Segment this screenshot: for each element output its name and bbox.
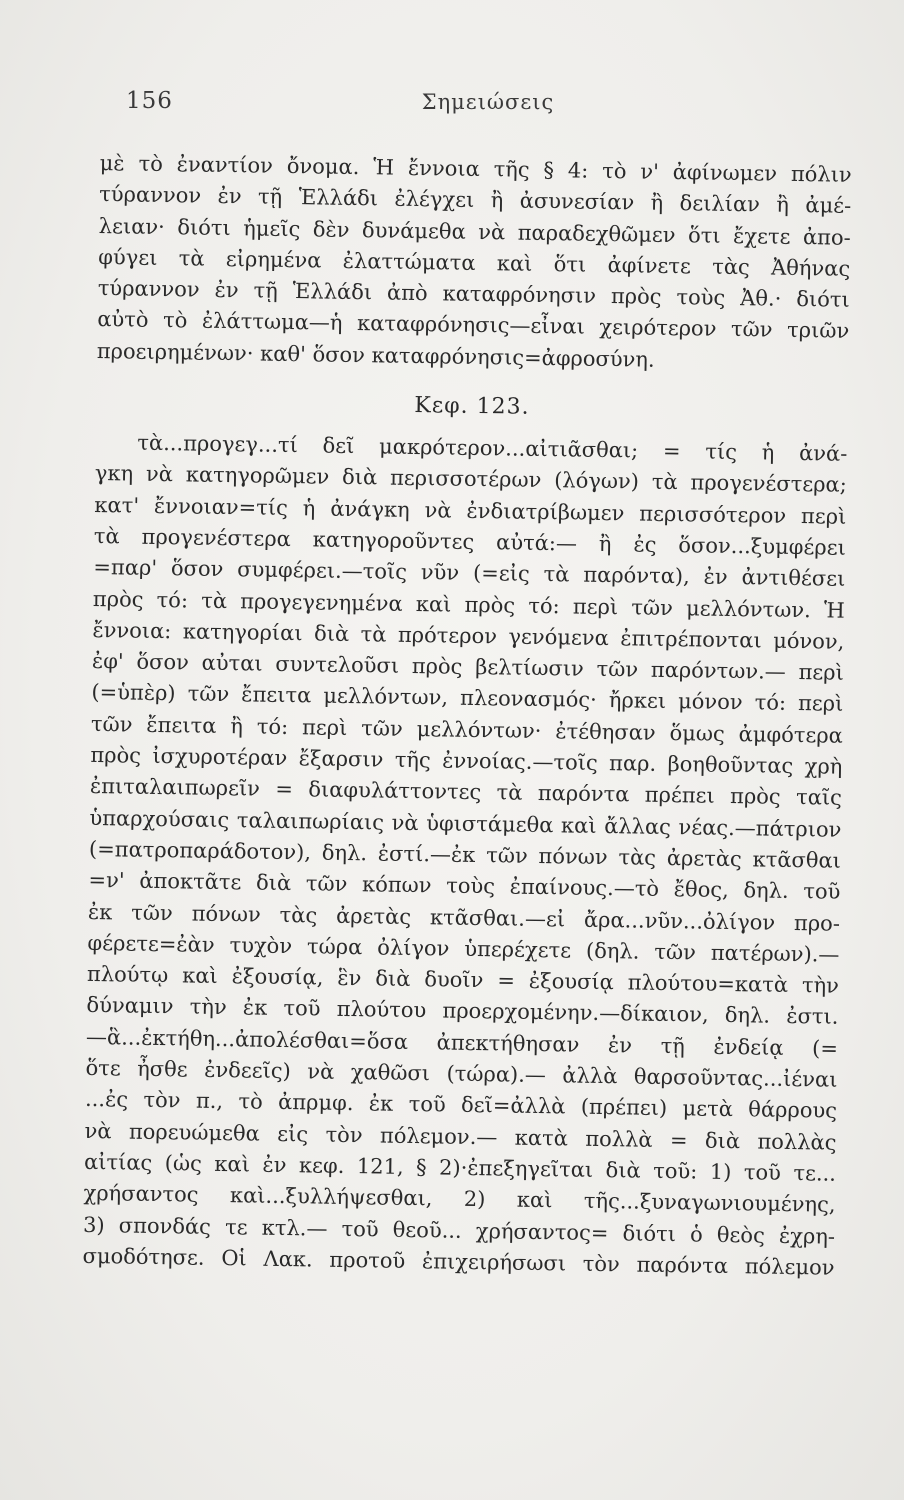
text-line: κατ' ἔννοιαν=τίς ἡ ἀνάγκη νὰ ἐνδιατρίβωμεν περισσότερον περὶ <box>94 492 847 529</box>
text-line: πρὸς τό: τὰ προγεγενημένα καὶ πρὸς τό: περὶ τῶν μελλόντων. Ἡ <box>92 586 846 623</box>
text-line: μὲ τὸ ἐναντίον ὄνομα. Ἡ ἔννοια τῆς § 4: τὸ ν' ἀφίνωμεν πόλιν <box>99 150 852 187</box>
text-line: ἐφ' ὅσον αὐται συντελοῦσι πρὸς βελτίωσιν τῶν παρόντων.— περὶ <box>91 649 845 685</box>
text-line: τύραννον ἐν τῇ Ἑλλάδι ἀπὸ καταφρόνησιν πρὸς τοὺς Ἀθ.· διότι <box>97 276 850 312</box>
text-line: φύγει τὰ εἰρημένα ἐλαττώματα καὶ ὅτι ἀφίνετε τὰς Ἀθήνας <box>98 244 851 281</box>
text-line: ὑπαρχούσαις ταλαιπωρίαις νὰ ὑφιστάμεθα καὶ ἄλλας νέας.—πάτριον <box>89 805 842 842</box>
body-text <box>82 148 852 1284</box>
page-number: 156 <box>126 88 173 114</box>
text-line: τῶν ἔπειτα ἢ τό: περὶ τῶν μελλόντων· ἐτέθησαν ὅμως ἀμφότερα <box>90 711 844 748</box>
paragraph-section-two <box>82 427 847 1284</box>
text-line: 3) σπονδάς τε κτλ.— τοῦ θεοῦ... χρήσαντος= διότι ὁ θεὸς ἐχρη- <box>82 1212 836 1249</box>
text-line: προειρημένων· καθ' ὅσον καταφρόνησις=ἀφροσύνη. <box>96 338 655 372</box>
text-line: =ν' ἀποκτᾶτε διὰ τῶν κόπων τοὺς ἐπαίνους.—τὸ ἔθος, δηλ. τοῦ <box>88 868 841 904</box>
text-line: ἐκ τῶν πόνων τὰς ἀρετὰς κτᾶσθαι.—εἰ ἄρα...νῦν...ὀλίγον προ- <box>87 899 841 936</box>
text-line: ὅτε ἦσθε ἐνδεεῖς) νὰ χαθῶσι (τώρα).— ἀλλὰ θαρσοῦντας...ἰέναι <box>85 1055 838 1092</box>
text-line: νὰ πορευώμεθα εἰς τὸν πόλεμον.— κατὰ πολλὰ = διὰ πολλὰς <box>84 1118 837 1155</box>
text-line: αὐτὸ τὸ ἐλάττωμα—ἡ καταφρόνησις—εἶναι χειρότερον τῶν τριῶν <box>97 307 850 344</box>
text-line: σμοδότησε. Οἱ Λακ. προτοῦ ἐπιχειρήσωσι τὸν παρόντα πόλεμον <box>82 1243 835 1280</box>
text-line: ἔννοια: κατηγορίαι διὰ τὰ πρότερον γενόμενα ἐπιτρέπονται μόνον, <box>92 617 845 654</box>
chapter-heading: Κεφ. 123. <box>414 393 530 420</box>
text-line: ἐπιταλαιπωρεῖν = διαφυλάττοντες τὰ παρόντα πρέπει πρὸς ταῖς <box>89 774 843 811</box>
text-line: =παρ' ὅσον συμφέρει.—τοῖς νῦν (=εἰς τὰ παρόντα), ἐν ἀντιθέσει <box>93 555 846 592</box>
text-line: —ἃ...ἐκτήθη...ἀπολέσθαι=ὅσα ἀπεκτήθησαν ἐν τῇ ἐνδείᾳ (= <box>85 1024 839 1061</box>
text-line: πλούτῳ καὶ ἐξουσίᾳ, ἓν διὰ δυοῖν = ἐξουσίᾳ πλούτου=κατὰ τὴν <box>86 962 840 998</box>
text-line: (=ὑπὲρ) τῶν ἔπειτα μελλόντων, πλεονασμός· ἤρκει μόνον τό: περὶ <box>91 680 844 717</box>
text-line: χρήσαντος καὶ...ξυλλήψεσθαι, 2) καὶ τῆς...ξυναγωνιουμένης, <box>83 1181 836 1217</box>
text-line: (=πατροπαράδοτον), δηλ. ἐστί.—ἐκ τῶν πόνων τὰς ἀρετὰς κτᾶσθαι <box>88 836 842 873</box>
text-line: αἰτίας (ὡς καὶ ἐν κεφ. 121, § 2)·ἐπεξηγεῖται διὰ τοῦ: 1) τοῦ τε... <box>83 1149 837 1186</box>
paragraph-section-one <box>97 148 852 379</box>
text-line: δύναμιν τὴν ἐκ τοῦ πλούτου προερχομένην.—δίκαιον, δηλ. ἐστι. <box>86 993 839 1030</box>
text-line: τύραννον ἐν τῇ Ἑλλάδι ἐλέγχει ἢ ἀσυνεσίαν ἢ δειλίαν ἢ ἀμέ- <box>99 182 852 219</box>
text-line: τὰ προγενέστερα κατηγοροῦντες αὐτά:— ἢ ἐς ὅσον...ξυμφέρει <box>93 523 847 560</box>
text-line: γκη νὰ κατηγορῶμεν διὰ περισσοτέρων (λόγων) τὰ προγενέστερα; <box>94 461 847 498</box>
text-line: τὰ...προγεγ...τί δεῖ μακρότερον...αἰτιᾶσθαι; = τίς ἡ ἀνά- <box>137 430 848 466</box>
page-header <box>118 82 858 122</box>
text-line: λειαν· διότι ἡμεῖς δὲν δυνάμεθα νὰ παραδεχθῶμεν ὅτι ἔχετε ἀπο- <box>98 213 851 250</box>
text-line: φέρετε=ἐὰν τυχὸν τώρα ὀλίγον ὑπερέχετε (δηλ. τῶν πατέρων).— <box>87 930 840 967</box>
text-line: πρὸς ἰσχυροτέραν ἔξαρσιν τῆς ἐννοίας.—τοῖς παρ. βοηθοῦντας χρὴ <box>90 742 843 779</box>
text-line: ...ἐς τὸν π., τὸ ἀπρμφ. ἐκ τοῦ δεῖ=ἀλλὰ (πρέπει) μετὰ θάρρους <box>84 1087 838 1124</box>
running-title: Σημειώσεις <box>421 90 555 114</box>
